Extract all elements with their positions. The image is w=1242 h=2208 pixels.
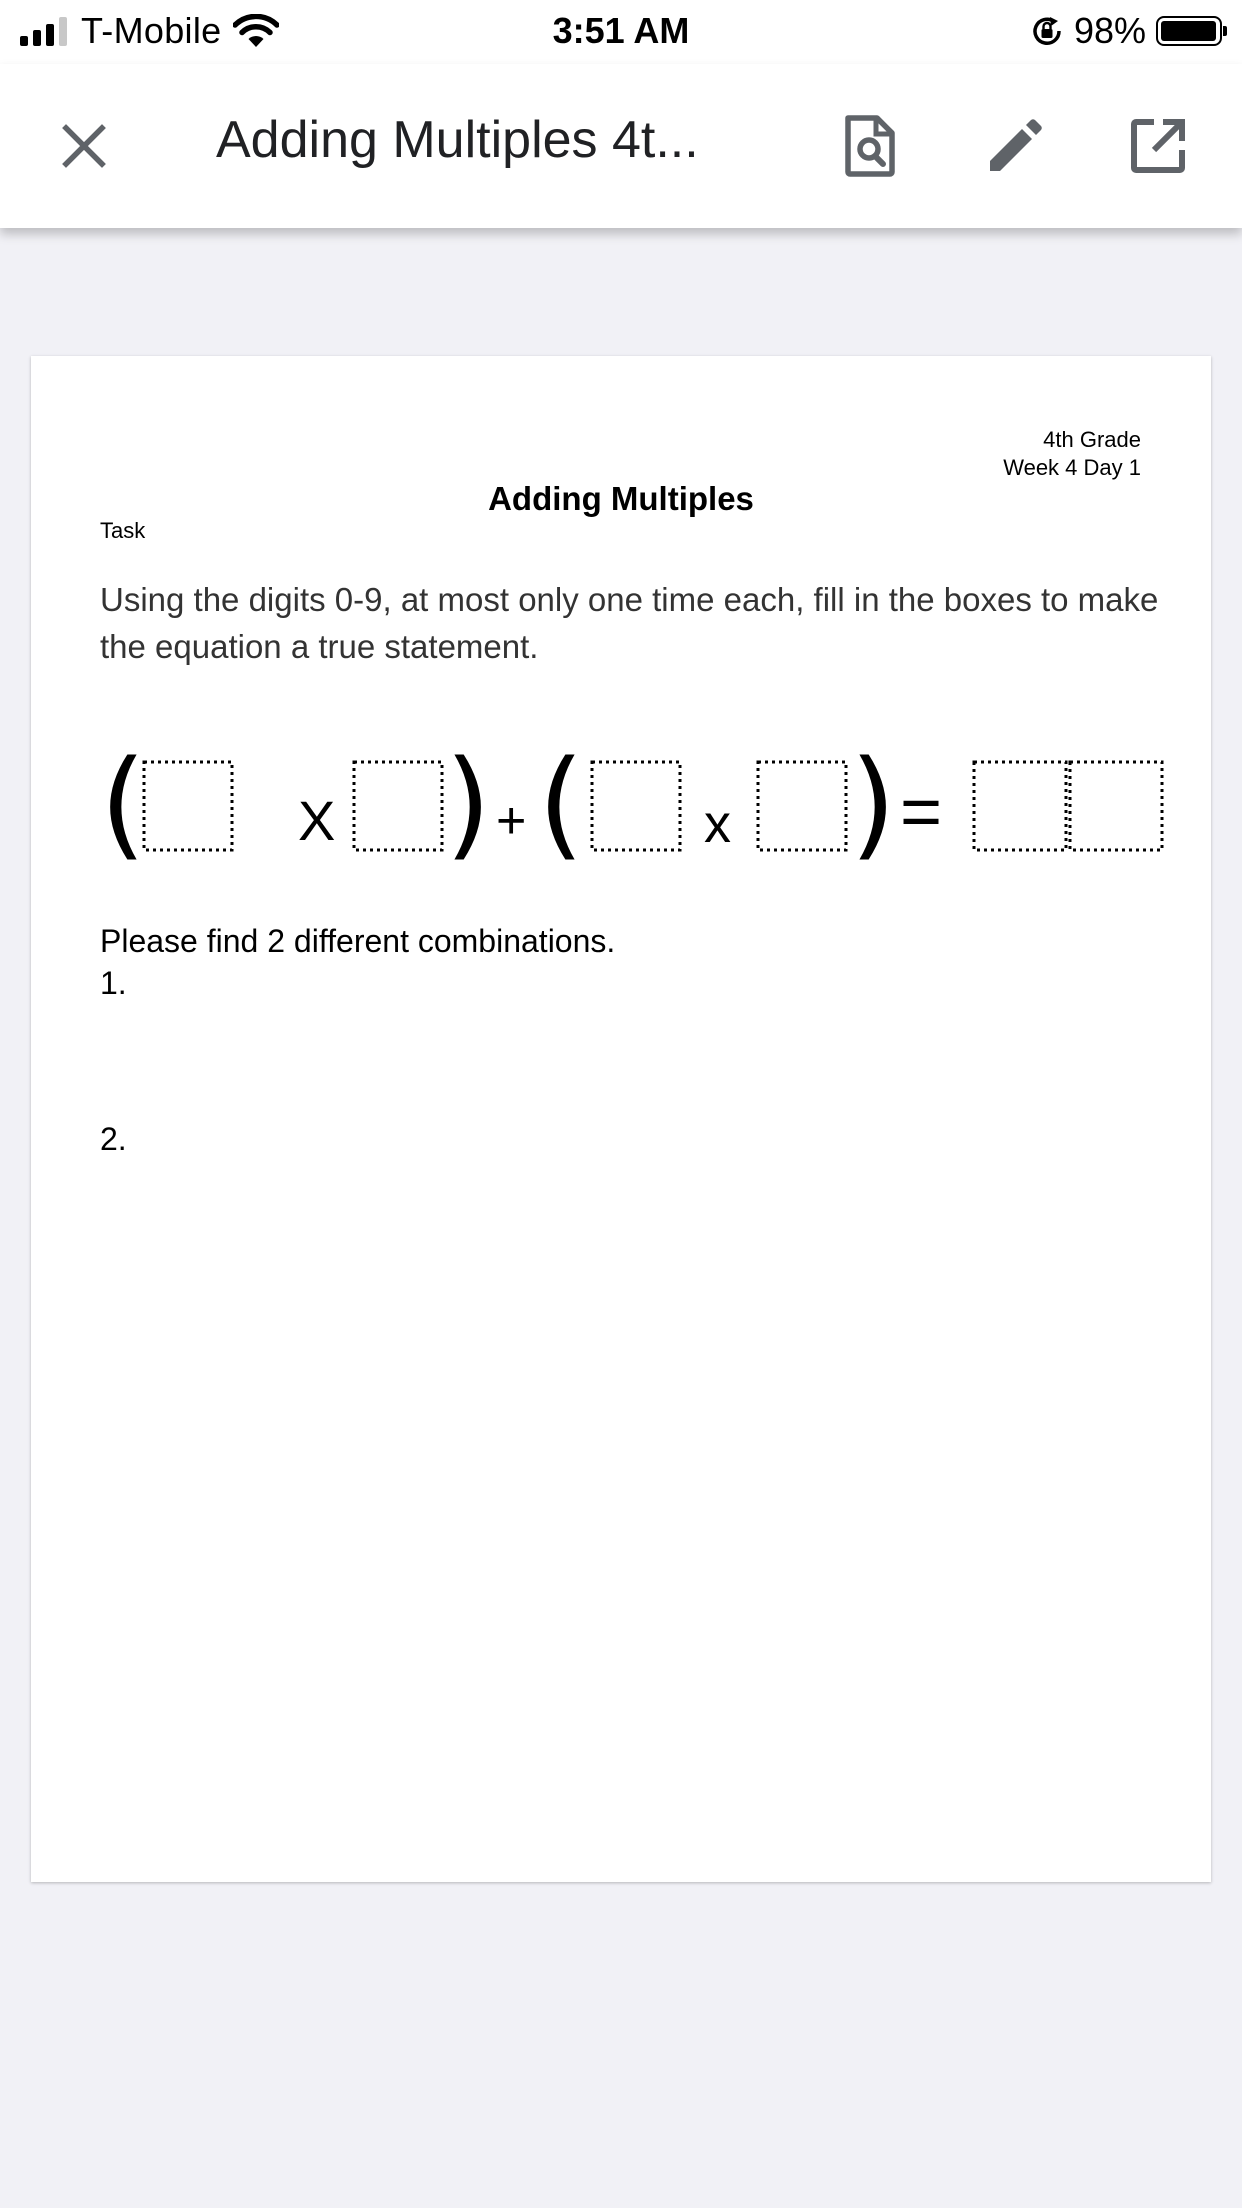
equation bbox=[100, 732, 1170, 872]
open-external-button[interactable] bbox=[1118, 106, 1198, 186]
open-external-icon bbox=[1130, 118, 1186, 174]
close-icon bbox=[60, 122, 108, 170]
task-label: Task bbox=[100, 518, 146, 543]
combinations-prompt: Please find 2 different combinations. bbox=[100, 923, 616, 959]
week-day-label: Week 4 Day 1 bbox=[1003, 455, 1141, 480]
answer-box-3 bbox=[592, 762, 680, 850]
close-paren-1: ) bbox=[445, 734, 492, 872]
carrier-name: T-Mobile bbox=[81, 10, 222, 51]
open-paren-2: ( bbox=[538, 734, 585, 872]
times-sign-2: x bbox=[704, 794, 731, 854]
close-paren-2: ) bbox=[850, 734, 897, 872]
document-page[interactable] bbox=[31, 356, 1211, 1882]
combination-2-label: 2. bbox=[100, 1121, 127, 1157]
orientation-lock-icon bbox=[1030, 14, 1064, 48]
document-title: Adding Multiples 4t... bbox=[216, 111, 699, 169]
pencil-icon bbox=[986, 117, 1044, 175]
document-search-icon bbox=[843, 114, 897, 178]
answer-box-2 bbox=[354, 762, 442, 850]
status-time: 3:51 AM bbox=[552, 10, 690, 51]
battery-icon bbox=[1156, 16, 1222, 46]
status-bar bbox=[0, 0, 1242, 64]
app-bar bbox=[0, 64, 1242, 228]
grade-info bbox=[1003, 426, 1141, 482]
document-search-button[interactable] bbox=[830, 106, 910, 186]
instructions-text: Using the digits 0-9, at most only one time each, fill in the boxes to make the equation a true statement. bbox=[100, 581, 1159, 665]
edit-button[interactable] bbox=[975, 106, 1055, 186]
answer-box-1 bbox=[144, 762, 232, 850]
grade-label: 4th Grade bbox=[1043, 427, 1141, 452]
worksheet-heading: Adding Multiples bbox=[488, 480, 754, 517]
battery-percent: 98% bbox=[1073, 10, 1146, 51]
answer-box-4 bbox=[758, 762, 846, 850]
answer-box-6 bbox=[1070, 762, 1162, 850]
answer-box-5 bbox=[974, 762, 1066, 850]
status-right bbox=[1030, 10, 1222, 52]
times-sign-1: X bbox=[298, 789, 336, 852]
combination-1-label: 1. bbox=[100, 965, 127, 1001]
combinations-block bbox=[100, 920, 615, 1004]
close-button[interactable] bbox=[44, 106, 124, 186]
equals-sign: = bbox=[900, 772, 943, 852]
open-paren-1: ( bbox=[100, 734, 147, 872]
plus-sign: + bbox=[496, 792, 527, 850]
